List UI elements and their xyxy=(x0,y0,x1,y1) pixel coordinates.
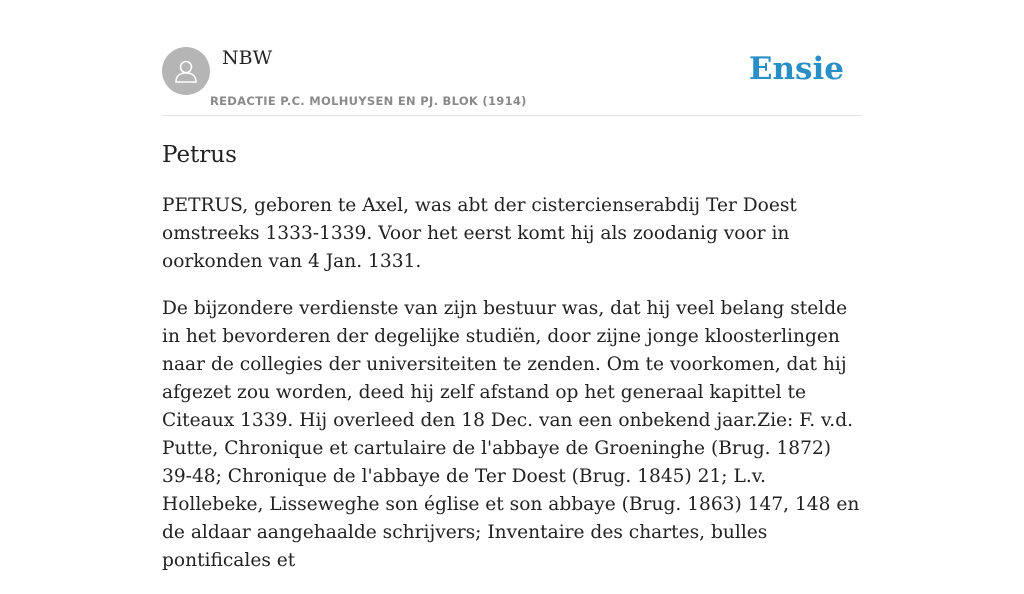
article-paragraph: PETRUS, geboren te Axel, was abt der cistercienserabdij Ter Doest omstreeks 1333-1339. Voor het eerst komt hij als zoodanig voor in oorkonden van 4 Jan. 1331. xyxy=(162,195,797,272)
source-name[interactable]: NBW xyxy=(222,47,273,69)
article-paragraph: De bijzondere verdienste van zijn bestuur was, dat hij veel belang stelde in het bevorderen der degelijke studiën, door zijne jonge kloosterlingen naar de collegies der universiteiten te zenden. Om te voorkomen, dat hij afgezet zou worden, deed hij zelf afstand op het generaal kapittel te Citeaux 1339. Hij overleed den 18 Dec. van een onbekend jaar.Zie: F. v.d. Putte, Chronique et cartulaire de l'abbaye de Groeninghe (Brug. 1872) 39-48; Chronique de l'abbaye de Ter Doest (Brug. 1845) 21; L.v. Hollebeke, Lisseweghe son église et son abbaye (Brug. 1863) 147, 148 en de aldaar aangehaalde schrijvers; Inventaire des chartes, bulles pontificales et xyxy=(162,298,860,571)
article-title: Petrus xyxy=(162,142,237,168)
source-subtitle: REDACTIE P.C. MOLHUYSEN EN PJ. BLOK (1914) xyxy=(210,94,527,108)
ensie-logo[interactable]: Ensie xyxy=(748,51,844,87)
user-icon xyxy=(171,56,201,86)
source-header xyxy=(162,0,862,116)
avatar[interactable] xyxy=(162,47,210,95)
article-body xyxy=(162,192,864,594)
